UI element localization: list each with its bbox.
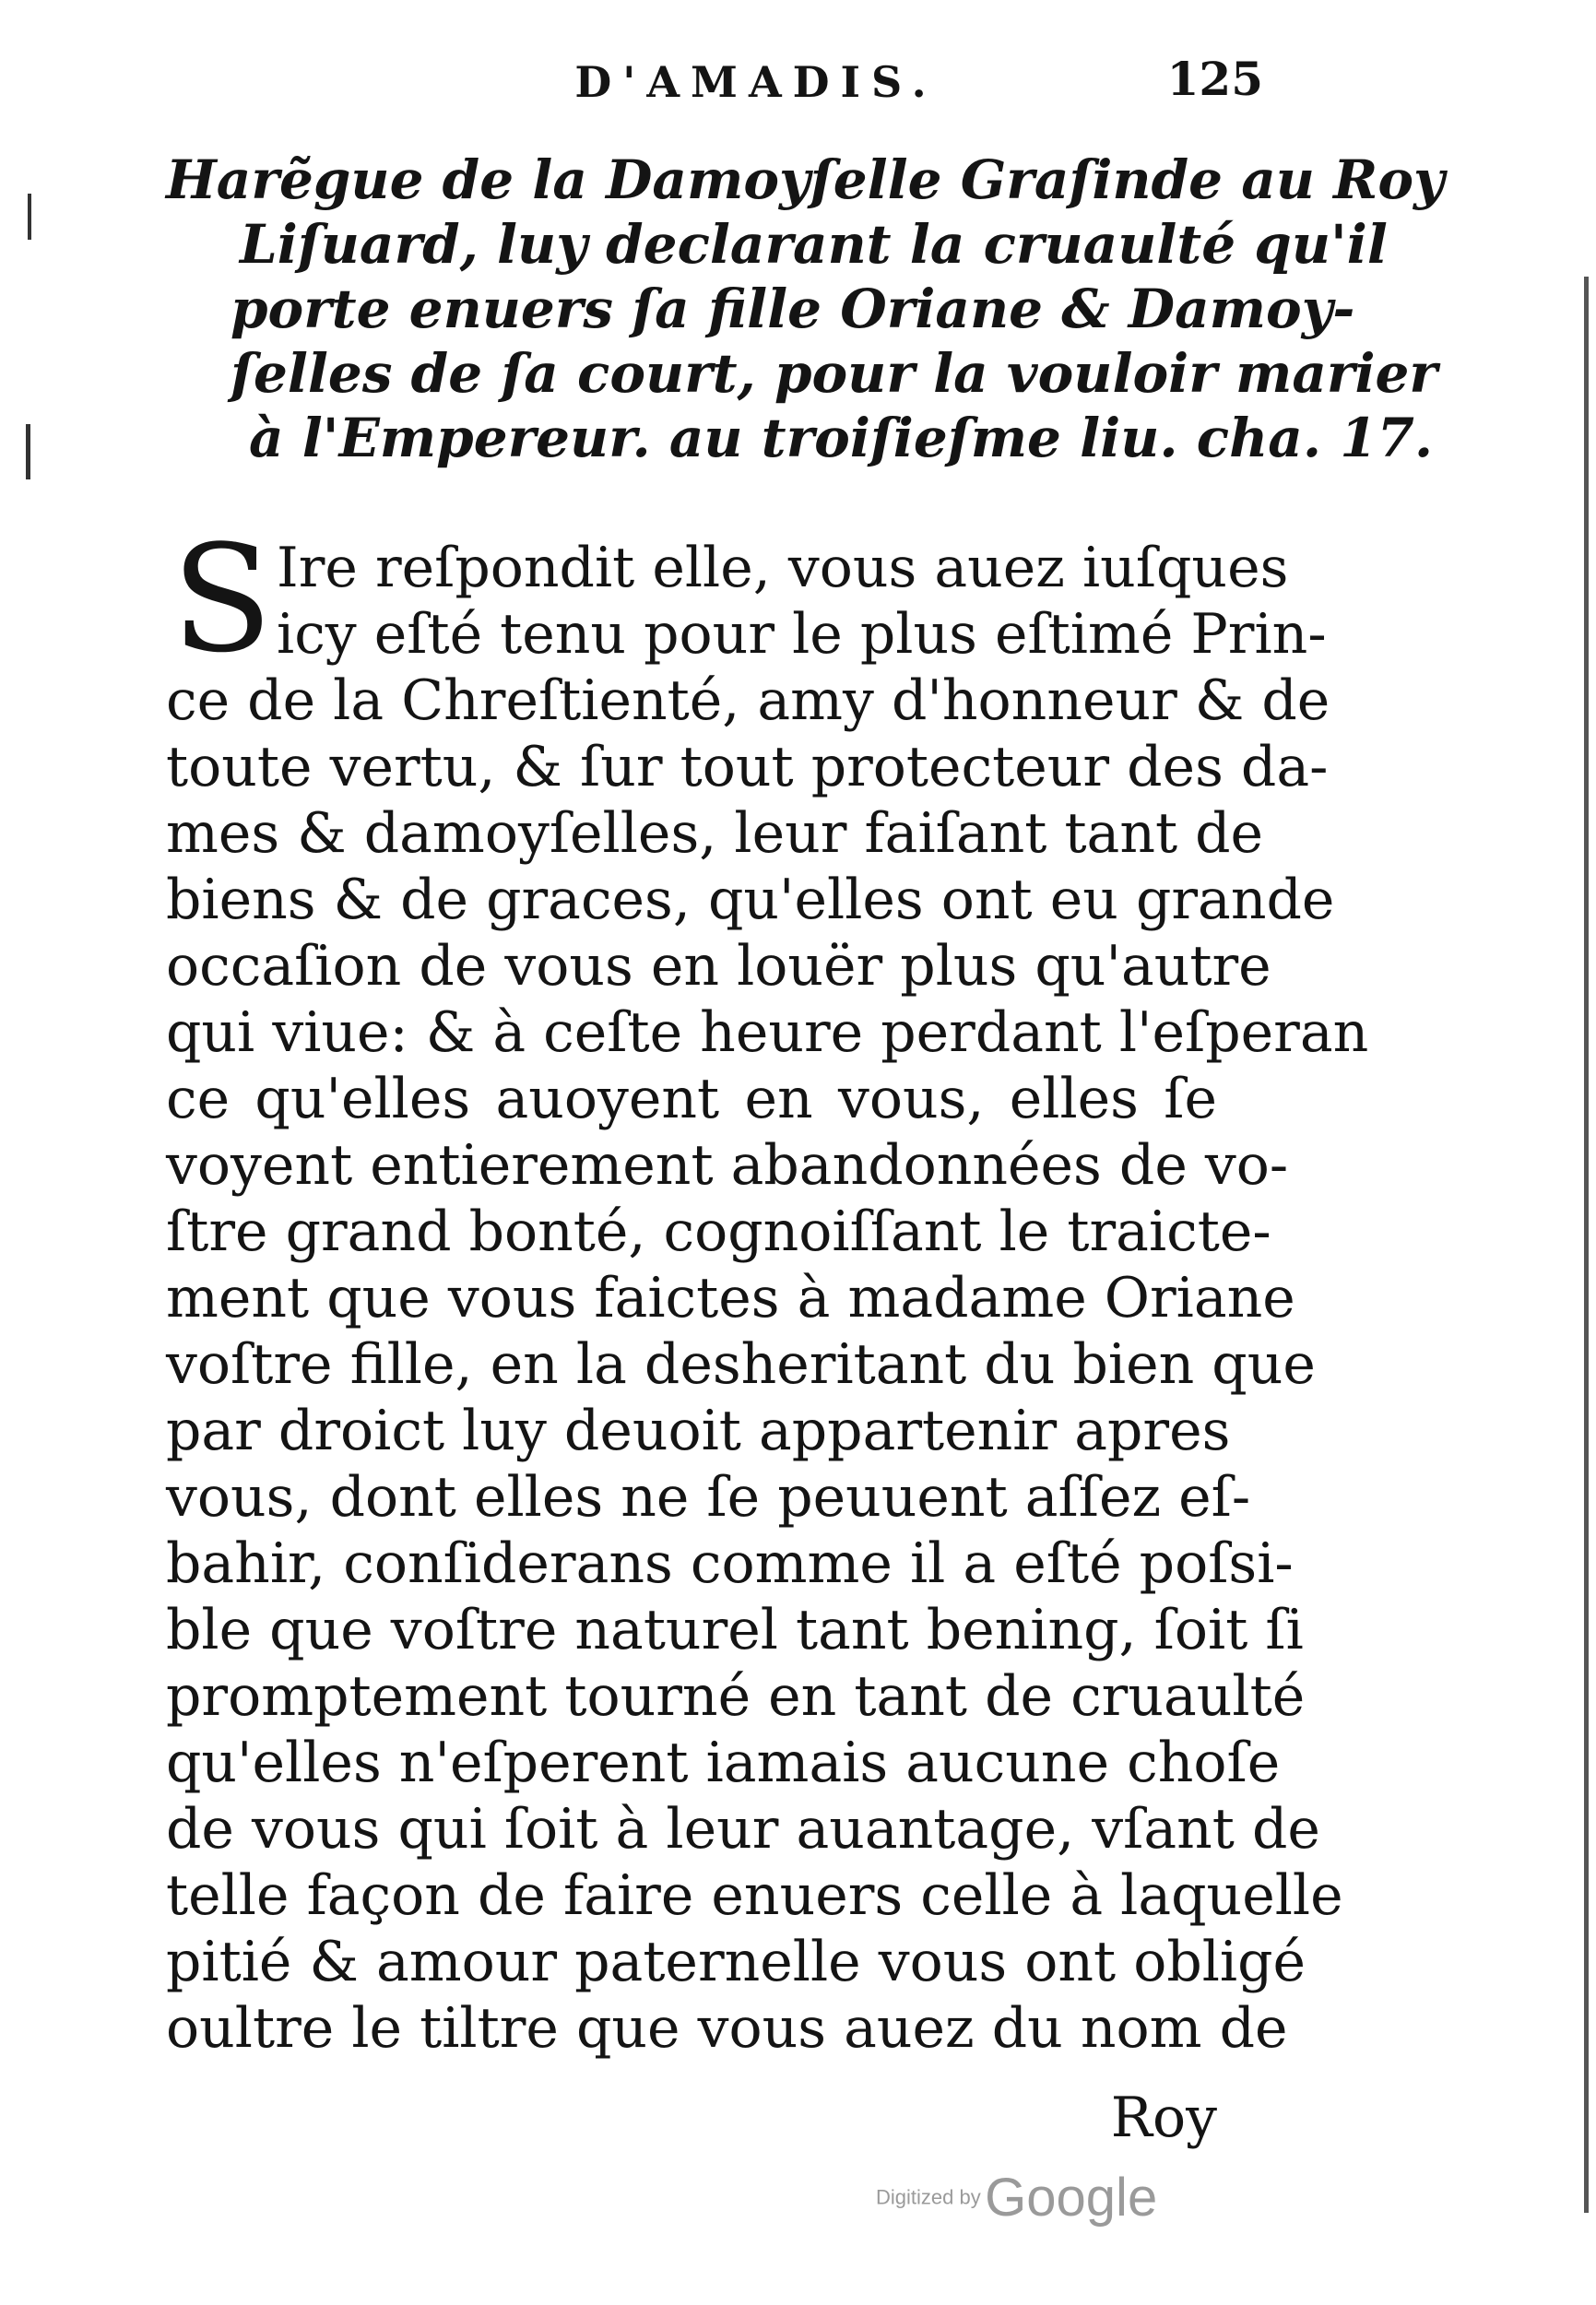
- margin-speck: [28, 194, 31, 240]
- text-line: telle façon de faire enuers celle à laquelle: [166, 1863, 1343, 1928]
- catchword: Roy: [1110, 2086, 1217, 2150]
- running-head: D'AMADIS.: [574, 57, 938, 107]
- summary-line: Harẽgue de la Damoyſelle Graſinde au Roy: [166, 148, 1445, 211]
- text-line: mes & damoyſelles, leur faiſant tant de: [166, 801, 1264, 866]
- text-line: toute vertu, & ſur tout protecteur des da-: [166, 735, 1329, 799]
- drop-cap: S: [171, 513, 273, 685]
- text-line: vous, dont elles ne ſe peuuent aſſez eſ-: [166, 1465, 1251, 1530]
- text-line: bahir, conſiderans comme il a eſté poſsi-: [166, 1531, 1294, 1596]
- summary-line: Liſuard, luy declarant la cruaulté qu'il: [240, 213, 1388, 276]
- text-line: qui viue: & à ceſte heure perdant l'eſperan: [166, 1000, 1369, 1065]
- text-line: Ire reſpondit elle, vous auez iuſques: [277, 536, 1289, 600]
- margin-speck: [26, 424, 30, 479]
- text-line: ſtre grand bonté, cognoiſſant le traicte-: [166, 1200, 1271, 1264]
- digitization-watermark: [876, 2167, 1189, 2231]
- google-logo: Google: [985, 2168, 1158, 2228]
- text-line: promptement tourné en tant de cruaulté: [166, 1664, 1306, 1729]
- text-line: ble que voſtre naturel tant bening, ſoit ſi: [166, 1598, 1304, 1662]
- page-number: 125: [1166, 52, 1263, 106]
- text-line: oultre le tiltre que vous auez du nom de: [166, 1996, 1288, 2061]
- text-line: qu'elles n'eſperent iamais aucune choſe: [166, 1731, 1281, 1795]
- page-edge: [1584, 277, 1589, 2213]
- watermark-prefix: Digitized by: [876, 2185, 981, 2209]
- text-line: ment que vous faictes à madame Oriane: [166, 1266, 1295, 1330]
- text-line: icy eſté tenu pour le plus eſtimé Prin-: [277, 602, 1327, 667]
- text-line: par droict luy deuoit appartenir apres: [166, 1399, 1231, 1463]
- text-line: pitié & amour paternelle vous ont obligé: [166, 1930, 1306, 1994]
- text-line: ce qu'elles auoyent en vous, elles ſe: [166, 1067, 1217, 1131]
- text-line: occaſion de vous en louër plus qu'autre: [166, 934, 1271, 999]
- summary-line: porte enuers ſa fille Oriane & Damoy-: [231, 278, 1355, 340]
- text-line: voſtre fille, en la desheritant du bien que: [166, 1332, 1316, 1397]
- text-line: biens & de graces, qu'elles ont eu grande: [166, 868, 1335, 932]
- summary-line: ſelles de ſa court, pour la vouloir marier: [231, 342, 1437, 405]
- summary-line: à l'Empereur. au troiſieſme liu. cha. 17.: [249, 407, 1434, 469]
- text-line: ce de la Chreſtienté, amy d'honneur & de: [166, 668, 1330, 733]
- text-line: de vous qui ſoit à leur auantage, vſant de: [166, 1797, 1320, 1862]
- text-line: voyent entierement abandonnées de vo-: [166, 1133, 1289, 1198]
